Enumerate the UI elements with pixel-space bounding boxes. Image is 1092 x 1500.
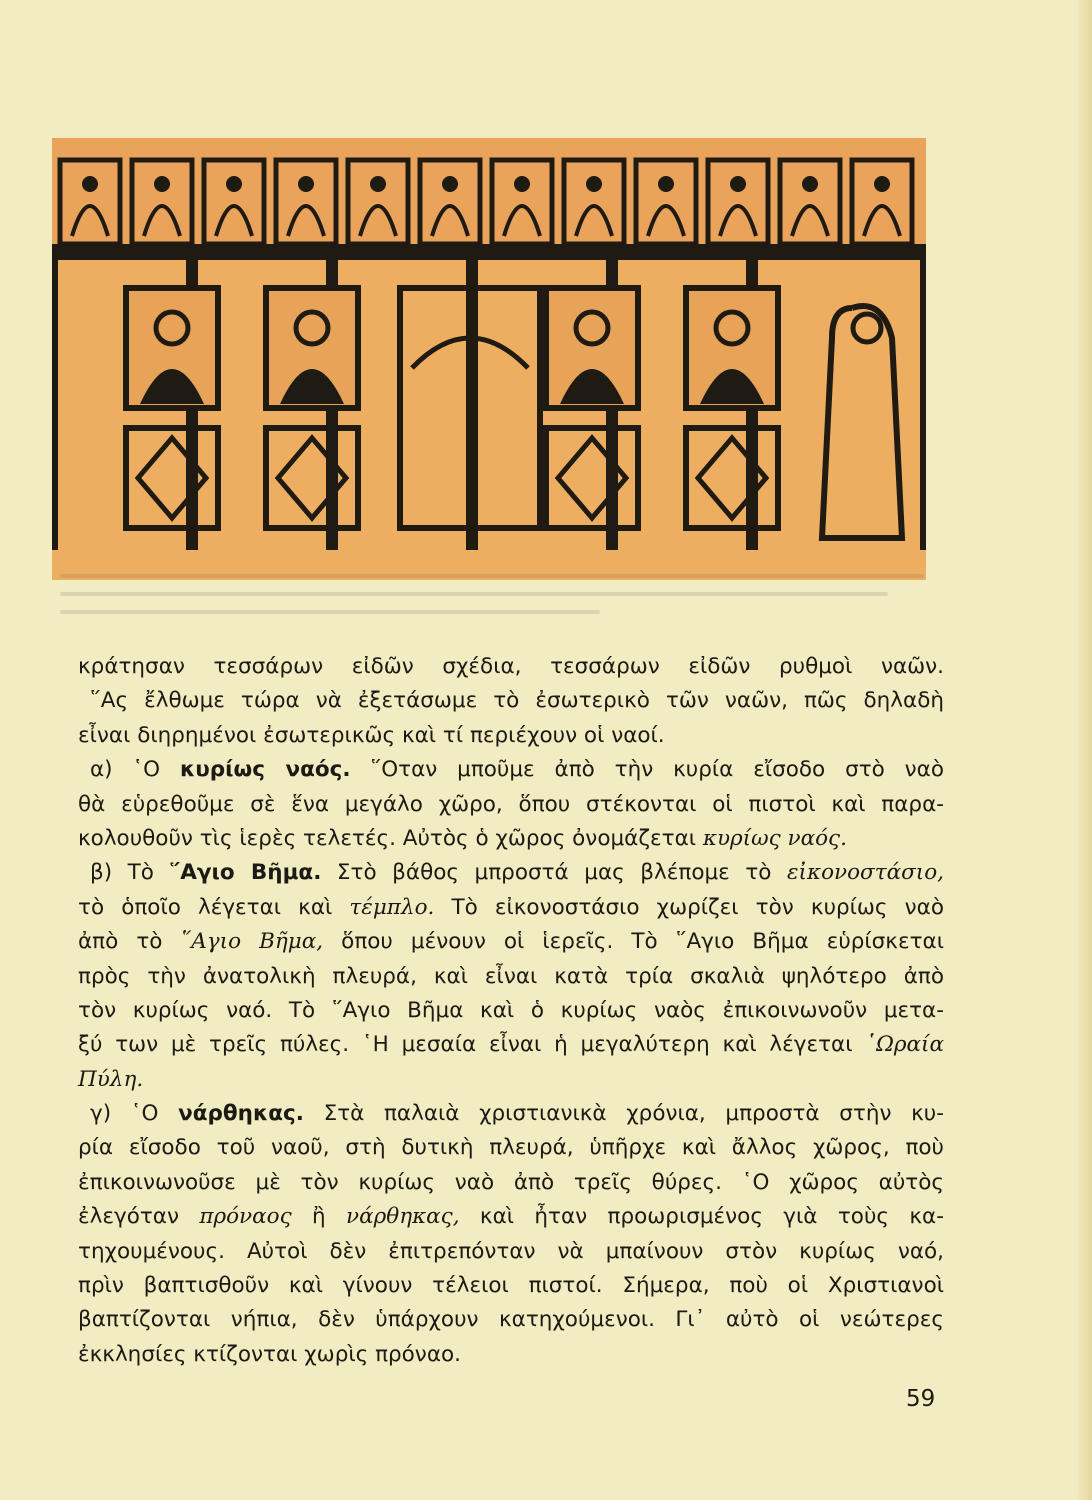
iconostasis-illustration [52, 138, 926, 580]
column [52, 260, 58, 550]
section-heading-narthex: γ) ῾Ο νάρθηκας. Στὰ παλαιὰ χριστιανικὰ χρόνια, μπροστὰ στὴν κυ- [90, 1101, 944, 1127]
section-heading-nave: α) ῾Ο κυρίως ναός. ῞Οταν μποῦμε ἀπὸ τὴν κυρία εἴσοδο στὸ ναὸ [90, 757, 945, 783]
text-line: ρία εἴσοδο τοῦ ναοῦ, στὴ δυτικὴ πλευρά, ὑπῆρχε καὶ ἄλλος χῶρος, ποὺ [78, 1135, 944, 1161]
text-line: ἀπὸ τὸ ῞Αγιο Βῆμα, ὅπου μένουν οἱ ἱερεῖς. Τὸ ῞Αγιο Βῆμα εὑρίσκεται [78, 929, 944, 955]
cornice [52, 244, 926, 260]
text-line: βαπτίζονται νήπια, δὲν ὑπάρχουν κατηχούμενοι. Γι᾽ αὐτὸ οἱ νεώτερες [78, 1307, 944, 1333]
iconostasis-drawing [52, 138, 926, 580]
text-line: τὸ ὁποῖο λέγεται καὶ τέμπλο. Τὸ εἰκονοστάσιο χωρίζει τὸν κυρίως ναὸ [78, 894, 944, 920]
text-line: πρὸς τὴν ἀνατολικὴ πλευρά, καὶ εἶναι κατὰ τρία σκαλιὰ ψηλότερο ἀπὸ [78, 963, 944, 989]
text-line: ῞Ας ἔλθωμε τώρα νὰ ἐξετάσωμε τὸ ἐσωτερικὸ τῶν ναῶν, πῶς δηλαδὴ [90, 688, 944, 714]
text-line: θὰ εὑρεθοῦμε σὲ ἕνα μεγάλο χῶρο, ὅπου στέκονται οἱ πιστοὶ καὶ παρα- [78, 791, 944, 817]
section-heading-sanctuary: β) Τὸ ῞Αγιο Βῆμα. Στὸ βάθος μπροστά μας βλέπομε τὸ εἰκονοστάσιο, [90, 860, 944, 886]
text-line: ξύ των μὲ τρεῖς πύλες. ῾Η μεσαία εἶναι ἡ μεγαλύτερη καὶ λέγεται ῾Ωραία [78, 1032, 944, 1058]
text-line: πρὶν βαπτισθοῦν καὶ γίνουν τέλειοι πιστοί. Σήμερα, ποὺ οἱ Χριστιανοὶ [78, 1273, 944, 1299]
page-edge-shadow [1078, 0, 1092, 1500]
text-line: Πύλη. [78, 1066, 144, 1092]
text-line: κράτησαν τεσσάρων εἰδῶν σχέδια, τεσσάρων εἰδῶν ρυθμοὶ ναῶν. [78, 654, 944, 679]
frieze-figure-head [82, 176, 98, 192]
frieze-figure-head [370, 176, 386, 192]
text-line: ἐλεγόταν πρόναος ἢ νάρθηκας, καὶ ἦταν προωρισμένος γιὰ τοὺς κα- [78, 1204, 944, 1230]
frieze-figure-head [658, 176, 674, 192]
frieze-figure-head [514, 176, 530, 192]
text-line: ἐκκλησίες κτίζονται χωρὶς πρόναο. [78, 1341, 461, 1367]
frieze-figure-head [226, 176, 242, 192]
text-line: τηχουμένους. Αὐτοὶ δὲν ἐπιτρεπόνταν νὰ μπαίνουν στὸν κυρίως ναό, [78, 1238, 944, 1264]
page-number: 59 [906, 1386, 936, 1412]
frieze-figure-head [730, 176, 746, 192]
frieze-figure-head [442, 176, 458, 192]
body-text [78, 650, 944, 1372]
frieze-figure-head [154, 176, 170, 192]
frieze-figure-head [586, 176, 602, 192]
frieze-figure-head [298, 176, 314, 192]
text-line: ἐπικοινωνοῦσε μὲ τὸν κυρίως ναὸ ἀπὸ τρεῖς θύρες. ῾Ο χῶρος αὐτὸς [78, 1169, 944, 1195]
text-line: εἶναι διηρημένοι ἐσωτερικῶς καὶ τί περιέχουν οἱ ναοί. [78, 722, 665, 748]
frieze-figure-head [802, 176, 818, 192]
column [920, 260, 926, 550]
frieze-figure-head [874, 176, 890, 192]
bleed-through-text [60, 560, 960, 650]
text-line: κολουθοῦν τὶς ἱερὲς τελετές. Αὐτὸς ὁ χῶρος ὀνομάζεται κυρίως ναός. [78, 825, 847, 851]
text-line: τὸν κυρίως ναό. Τὸ ῞Αγιο Βῆμα καὶ ὁ κυρίως ναὸς ἐπικοινωνοῦν μετα- [78, 997, 944, 1023]
